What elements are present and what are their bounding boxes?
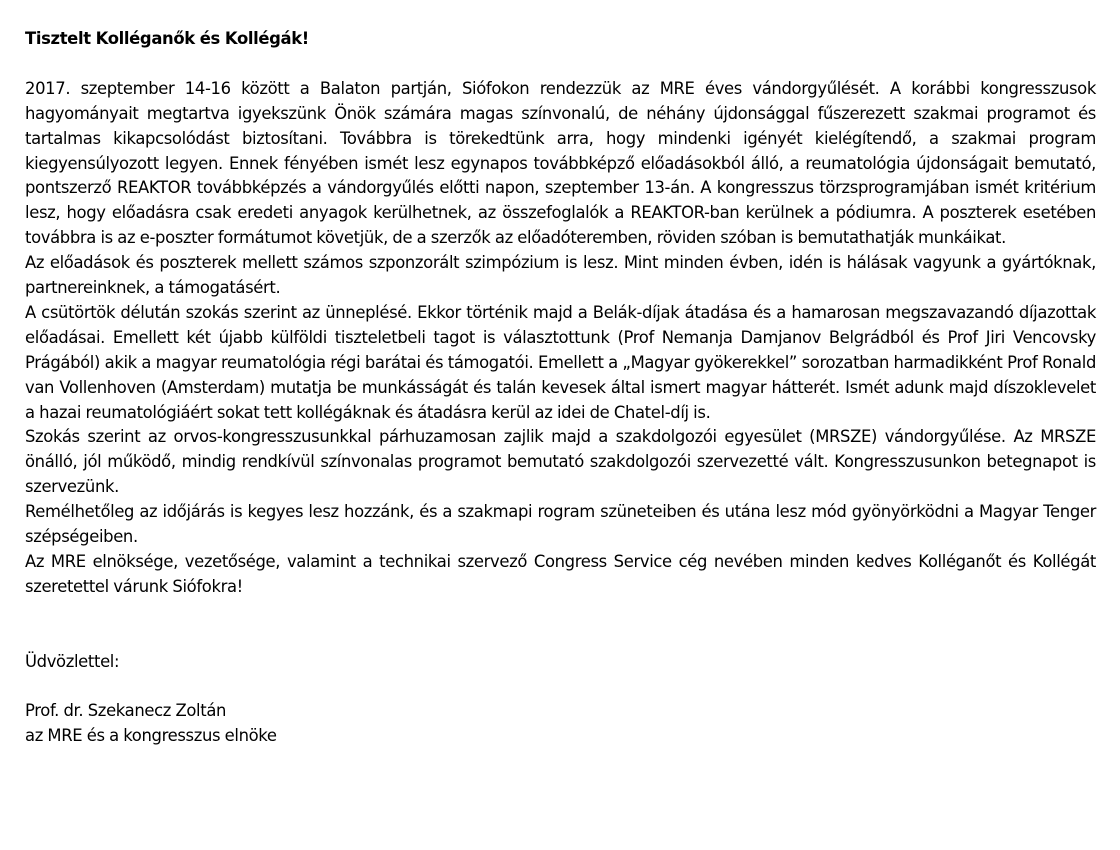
letter xyxy=(25,27,1096,749)
signature-block xyxy=(25,699,1096,749)
paragraph-mrsze: Szokás szerint az orvos-kongresszusunkkal párhuzamosan zajlik majd a szakdolgozói egyesület (MRSZE) vándorgyűlése. Az MRSZE önálló, jól működő, mindig rendkívül színvonalas programot bemutató szakdolgozói szervezetté vált. Kongresszusunkon betegnapot is szervezünk. xyxy=(25,427,1096,497)
paragraph-sponsors: Az előadások és poszterek mellett számos szponzorált szimpózium is lesz. Mint minden évben, idén is hálásak vagyunk a gyártóknak, partnereinknek, a támogatásért. xyxy=(25,253,1096,298)
paragraph-invitation: Az MRE elnöksége, vezetősége, valamint a technikai szervező Congress Service cég nevében minden kedves Kolléganőt és Kollégát szeretettel várunk Siófokra! xyxy=(25,552,1096,596)
paragraph-weather: Remélhetőleg az időjárás is kegyes lesz hozzánk, és a szakmapi rogram szüneteiben és utána lesz mód gyönyörködni a Magyar Tenger szépségeiben. xyxy=(25,502,1096,547)
signature-title: az MRE és a kongresszus elnöke xyxy=(25,726,277,746)
paragraph-celebration: A csütörtök délután szokás szerint az ünneplésé. Ekkor történik majd a Belák-díjak átadása és a hamarosan megszavazandó díjazottak előadásai. Emellett két újabb külföldi tiszteletbeli tagot is választottunk (Prof Nemanja Damjanov Belgrádból és Prof Jiri Vencovsky Prágából) akik a magyar reumatológia régi barátai és támogatói. Emellett a „Magyar gyökerekkel” sorozatban harmadikként Prof Ronald van Vollenhoven (Amsterdam) mutatja be munkásságát és talán kevesek által ismert magyar hátterét. Ismét adunk majd díszoklevelet a hazai reumatológiáért sokat tett kollégáknak és átadásra kerül az idei de Chatel-díj is. xyxy=(25,302,1096,422)
signature-name: Prof. dr. Szekanecz Zoltán xyxy=(25,701,227,721)
letter-closing: Üdvözlettel: xyxy=(25,651,120,671)
paragraph-congress-intro: 2017. szeptember 14-16 között a Balaton partján, Siófokon rendezzük az MRE éves vándorgyűlését. A korábbi kongresszusok hagyományait megtartva igyekszünk Önök számára magas színvonalú, de néhány újdonsággal fűszerezett szakmai programot és tartalmas kikapcsolódást biztosítani. Továbbra is törekedtünk arra, hogy mindenki igényét kielégítendő, a szakmai program kiegyensúlyozott legyen. Ennek fényében ismét lesz egynapos továbbképző előadásokból álló, a reumatológia újdonságait bemutató, pontszerző REAKTOR továbbképzés a vándorgyűlés előtti napon, szeptember 13-án. A kongresszus törzsprogramjában ismét kritérium lesz, hogy előadásra csak eredeti anyagok kerülhetnek, az összefoglalók a REAKTOR-ban kerülnek a pódiumra. A poszterek esetében továbbra is az e-poszter formátumot követjük, de a szerzők az előadóteremben, röviden szóban is bemutathatják munkáikat. xyxy=(25,78,1096,248)
letter-greeting: Tisztelt Kolléganők és Kollégák! xyxy=(25,29,309,48)
